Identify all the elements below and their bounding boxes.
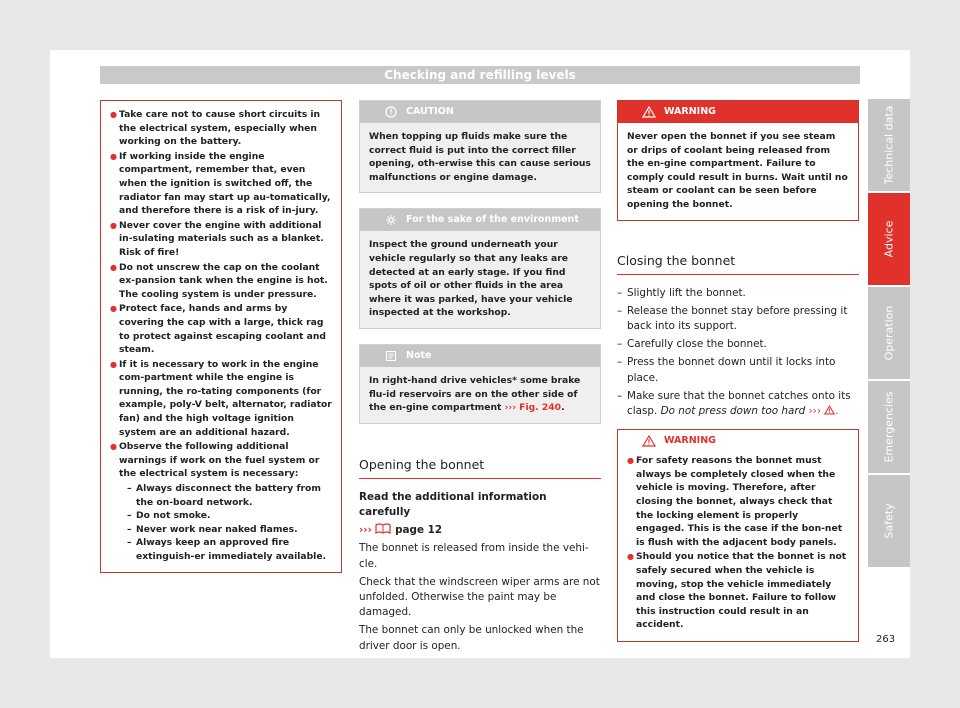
column-3 [617, 100, 859, 642]
list-item: ● Should you notice that the bonnet is not safely secured when the vehicle is moving, stop the vehicle immediately and close the bonnet. Failure to follow this instruction could result in an accident. [627, 550, 849, 632]
warning-box-steam [617, 100, 859, 221]
environment-box [359, 208, 601, 329]
note-icon [384, 350, 398, 362]
list-item: ● For safety reasons the bonnet must always be completely closed when the vehicle is moving. Therefore, after closing the bonnet, always check that the locking element is properly engaged. This is the case if the bon-net is flush with the adjacent body panels. [627, 454, 849, 549]
leaf-icon [384, 214, 398, 226]
warning-title: WARNING [664, 435, 716, 447]
environment-text: Inspect the ground underneath your vehicle regularly so that any leaks are detected at an early stage. If you find spots of oil or other fluids in the area where it was parked, have your vehicle inspected at the workshop. [360, 231, 600, 328]
list-item: ● Do not unscrew the cap on the coolant ex-pansion tank when the engine is hot. The cooling system is under pressure. [110, 261, 332, 302]
note-text: In right-hand drive vehicles* some brake flu-id reservoirs are on the other side of the en-gine compartment [369, 374, 581, 414]
tab-safety[interactable]: Safety [868, 475, 910, 567]
paragraph: The bonnet is released from inside the vehi-cle. [359, 542, 589, 570]
list-item: – Release the bonnet stay before pressing it back into its support. [617, 304, 859, 334]
sub-list-item: – Do not smoke. [127, 510, 211, 522]
warning-text: Never open the bonnet if you see steam or drips of coolant being released from the en-gine compartment. Failure to comply could result in burns. Wait until no steam or coolant can be seen before opening the bonnet. [627, 131, 848, 210]
note-title: Note [406, 349, 432, 361]
list-item: ● If working inside the engine compartment, remember that, even when the ignition is switched off, the radiator fan may start up au-tomatically, and therefore there is a risk of in-jury. [110, 150, 332, 218]
list-item: ● Never cover the engine with additional in-sulating materials such as a blanket. Risk of fire! [110, 219, 332, 260]
opening-section [359, 457, 601, 654]
caution-text: When topping up fluids make sure the correct fluid is put into the correct filler opening, oth-erwise this can cause serious malfunctions or engine damage. [360, 123, 600, 192]
warning-reference[interactable]: ››› . [808, 404, 839, 417]
warning-title: WARNING [664, 106, 716, 117]
list-item: – Carefully close the bonnet. [617, 337, 859, 352]
info-circle-icon [384, 106, 398, 118]
list-item: ● Observe the following additional warnings if work on the fuel system or the electrical system is necessary: [110, 440, 332, 481]
tab-advice[interactable]: Advice [868, 193, 910, 285]
sub-list-item: – Always keep an approved fire extinguish-er immediately available. [127, 537, 327, 562]
sub-list-item: – Never work near naked flames. [127, 523, 298, 535]
book-icon [375, 524, 395, 536]
caution-title: CAUTION [406, 106, 454, 117]
tab-operation[interactable]: Operation [868, 287, 910, 379]
warning-triangle-icon [642, 435, 656, 447]
read-more-text: Read the additional information carefully [359, 490, 547, 518]
section-title-closing: Closing the bonnet [617, 253, 859, 275]
closing-section [617, 253, 859, 420]
list-item: ● If it is necessary to work in the engine com-partment while the engine is running, the ro-tating components (for example, poly-V belt, alternator, radiator fan) and the high voltage ignition system are an additional hazard. [110, 358, 332, 440]
list-item: ● Protect face, hands and arms by covering the cap with a large, thick rag to protect against escaping coolant and steam. [110, 302, 332, 356]
list-item: ● Take care not to cause short circuits in the electrical system, especially when working on the battery. [110, 108, 332, 149]
column-2 [359, 100, 601, 657]
list-item: – Make sure that the bonnet catches onto its clasp. Do not press down too hard ››› . [617, 389, 859, 419]
note-box: Note In right-hand drive vehicles* some brake flu-id reservoirs are on the other side of the en-gine compartment ››› Fig. 240. [359, 344, 601, 424]
section-title-opening: Opening the bonnet [359, 457, 601, 479]
page-header: Checking and refilling levels [100, 66, 860, 84]
tab-emergencies[interactable]: Emergencies [868, 381, 910, 473]
page-reference[interactable]: ››› page 12 [359, 524, 443, 537]
tab-technical-data[interactable]: Technical data [868, 99, 910, 191]
side-tabs [868, 99, 910, 569]
steps-list [617, 286, 859, 420]
warning-triangle-icon [642, 106, 656, 118]
column-1 [100, 100, 342, 573]
page-number: 263 [876, 634, 896, 645]
figure-link[interactable]: ››› Fig. 240 [504, 402, 562, 414]
sub-list-item: – Always disconnect the battery from the on-board network. [127, 483, 321, 508]
warning-box-closing [617, 429, 859, 642]
warning-box-continued [100, 100, 342, 573]
environment-title: For the sake of the environment [406, 214, 579, 226]
list-item: – Slightly lift the bonnet. [617, 286, 859, 301]
caution-box [359, 100, 601, 193]
paragraph: The bonnet can only be unlocked when the driver door is open. [359, 624, 584, 652]
paragraph: Check that the windscreen wiper arms are not unfolded. Otherwise the paint may be damaged. [359, 575, 600, 619]
list-item: – Press the bonnet down until it locks into place. [617, 355, 859, 385]
